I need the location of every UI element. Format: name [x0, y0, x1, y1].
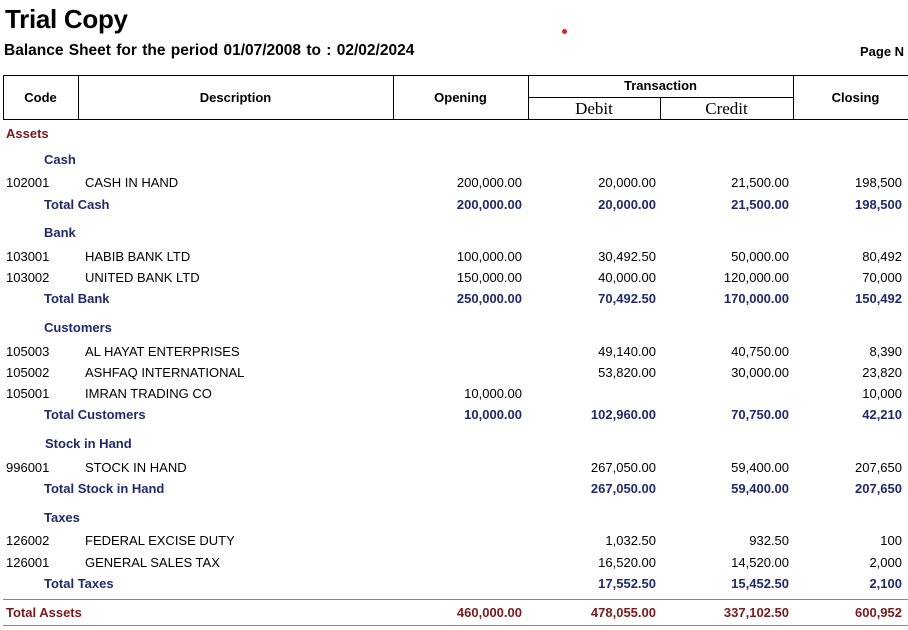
table-header [3, 75, 908, 120]
group-heading: Bank [44, 225, 76, 240]
total-credit: 15,452.50 [731, 576, 789, 591]
total-label: Total Taxes [44, 576, 114, 591]
row-description: ASHFAQ INTERNATIONAL [85, 365, 245, 380]
row-opening: 10,000.00 [464, 386, 522, 401]
row-code: 105001 [6, 386, 50, 401]
section-bottom-divider [3, 625, 908, 626]
total-label: Total Stock in Hand [44, 481, 165, 496]
row-credit: 14,520.00 [731, 555, 789, 570]
row-opening: 200,000.00 [456, 175, 522, 190]
report-title: Trial Copy [5, 4, 128, 34]
group-heading: Cash [44, 152, 76, 167]
total-credit: 170,000.00 [723, 291, 789, 306]
total-closing: 150,492 [855, 291, 902, 306]
row-credit: 120,000.00 [723, 270, 789, 285]
col-header-opening[interactable]: Opening [434, 90, 487, 105]
total-closing: 2,100 [869, 576, 902, 591]
col-header-code[interactable]: Code [24, 90, 57, 105]
col-header-debit[interactable]: Debit [575, 99, 613, 118]
row-credit: 40,750.00 [731, 344, 789, 359]
col-header-credit[interactable]: Credit [705, 99, 748, 118]
row-closing: 207,650 [855, 460, 902, 475]
total-label: Total Customers [44, 407, 146, 422]
row-closing: 100 [880, 533, 902, 548]
row-code: 126001 [6, 555, 50, 570]
total-debit: 17,552.50 [598, 576, 656, 591]
group-heading: Customers [44, 320, 112, 335]
section-total-opening: 460,000.00 [456, 605, 522, 620]
row-credit: 59,400.00 [731, 460, 789, 475]
row-description: IMRAN TRADING CO [85, 386, 212, 401]
total-debit: 267,050.00 [590, 481, 656, 496]
section-total-closing: 600,952 [855, 605, 902, 620]
row-code: 103002 [6, 270, 50, 285]
row-closing: 10,000 [862, 386, 902, 401]
row-closing: 8,390 [869, 344, 902, 359]
row-description: STOCK IN HAND [85, 460, 187, 475]
total-label: Total Cash [44, 197, 110, 212]
row-debit: 53,820.00 [598, 365, 656, 380]
row-description: CASH IN HAND [85, 175, 179, 190]
row-closing: 198,500 [855, 175, 902, 190]
col-header-transaction: Transaction [624, 78, 697, 93]
red-marker-dot [562, 29, 567, 34]
row-debit: 16,520.00 [598, 555, 656, 570]
group-heading: Stock in Hand [45, 436, 132, 451]
row-opening: 100,000.00 [456, 249, 522, 264]
row-description: FEDERAL EXCISE DUTY [85, 533, 235, 548]
row-closing: 2,000 [869, 555, 902, 570]
row-debit: 267,050.00 [590, 460, 656, 475]
total-opening: 10,000.00 [464, 407, 522, 422]
row-code: 103001 [6, 249, 50, 264]
row-code: 126002 [6, 533, 50, 548]
row-debit: 49,140.00 [598, 344, 656, 359]
row-credit: 21,500.00 [731, 175, 789, 190]
row-credit: 932.50 [749, 533, 789, 548]
row-debit: 40,000.00 [598, 270, 656, 285]
total-opening: 200,000.00 [456, 197, 522, 212]
row-debit: 30,492.50 [598, 249, 656, 264]
col-header-description[interactable]: Description [199, 90, 272, 105]
row-closing: 80,492 [862, 249, 902, 264]
row-closing: 23,820 [862, 365, 902, 380]
total-debit: 70,492.50 [598, 291, 656, 306]
row-credit: 50,000.00 [731, 249, 789, 264]
row-description: GENERAL SALES TAX [85, 555, 220, 570]
total-closing: 207,650 [855, 481, 902, 496]
row-debit: 1,032.50 [605, 533, 656, 548]
total-debit: 20,000.00 [598, 197, 656, 212]
row-description: HABIB BANK LTD [85, 249, 191, 264]
row-description: AL HAYAT ENTERPRISES [85, 344, 240, 359]
row-code: 105003 [6, 344, 50, 359]
row-debit: 20,000.00 [598, 175, 656, 190]
total-closing: 42,210 [862, 407, 902, 422]
section-total-label: Total Assets [6, 605, 82, 620]
total-debit: 102,960.00 [590, 407, 656, 422]
section-total-credit: 337,102.50 [723, 605, 789, 620]
row-code: 996001 [6, 460, 50, 475]
row-closing: 70,000 [862, 270, 902, 285]
page-number-label: Page N [860, 44, 905, 59]
col-header-closing[interactable]: Closing [831, 90, 880, 105]
row-description: UNITED BANK LTD [85, 270, 200, 285]
row-opening: 150,000.00 [456, 270, 522, 285]
row-code: 102001 [6, 175, 50, 190]
row-credit: 30,000.00 [731, 365, 789, 380]
total-credit: 59,400.00 [731, 481, 789, 496]
row-code: 105002 [6, 365, 50, 380]
total-closing: 198,500 [855, 197, 902, 212]
group-heading: Taxes [44, 510, 80, 525]
total-label: Total Bank [44, 291, 110, 306]
section-heading-assets: Assets [6, 126, 49, 141]
report-body [0, 120, 908, 630]
total-opening: 250,000.00 [456, 291, 522, 306]
section-total-debit: 478,055.00 [590, 605, 656, 620]
section-total-divider [3, 599, 908, 600]
total-credit: 21,500.00 [731, 197, 789, 212]
report-subtitle: Balance Sheet for the period 01/07/2008 to : 02/02/2024 [4, 42, 415, 59]
total-credit: 70,750.00 [731, 407, 789, 422]
